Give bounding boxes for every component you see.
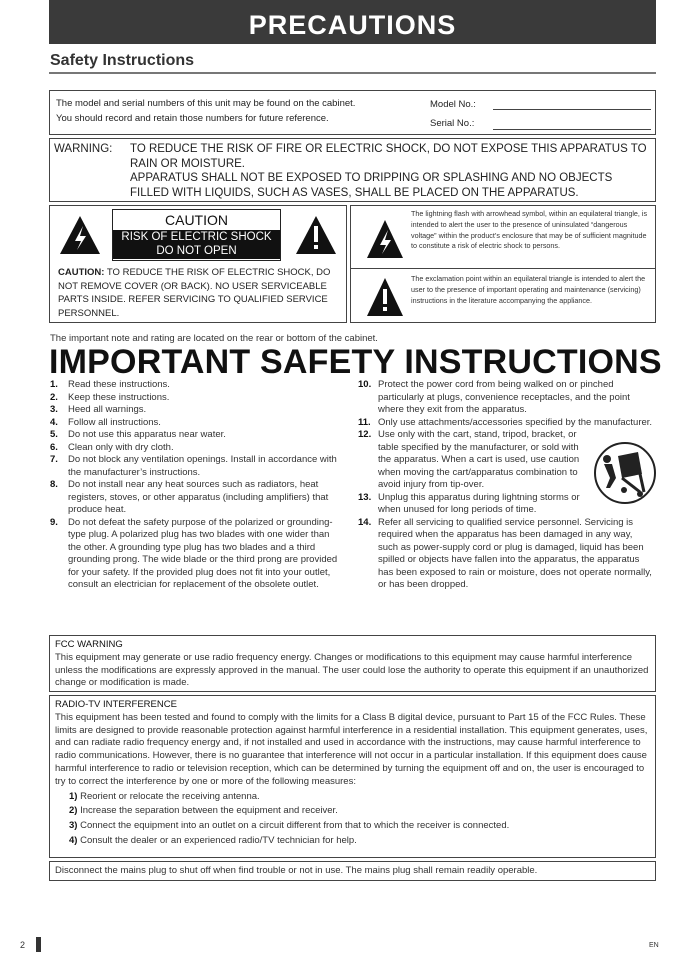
cart-tipover-icon — [594, 442, 656, 504]
caution-subtitle — [113, 230, 280, 259]
model-note-line: The model and serial numbers of this unit may be found on the cabinet. — [56, 98, 356, 109]
instruction-number: 5. — [50, 429, 58, 440]
section-divider — [49, 72, 656, 74]
measure-number: 3) — [69, 820, 78, 832]
instruction-text: Do not use this apparatus near water. — [68, 429, 226, 440]
language-code: EN — [649, 942, 659, 949]
page-marker — [36, 937, 41, 952]
caution-sub-line: DO NOT OPEN — [156, 245, 237, 257]
instruction-text: Keep these instructions. — [68, 391, 170, 403]
instruction-text: Unplug this apparatus during lightning storms or when unused for long periods of time. — [378, 491, 580, 515]
caution-body — [58, 266, 343, 320]
instruction-text: Heed all warnings. — [68, 404, 147, 415]
page-header — [49, 0, 656, 44]
instruction-item — [50, 454, 342, 479]
instruction-text: Do not install near any heat sources such as radiators, heat registers, stoves, or other apparatus (including amplifiers) that produce heat. — [68, 479, 329, 515]
instruction-text: Protect the power cord from being walked on or pinched particularly at plugs, convenience receptacles, and the point where they exit from the apparatus. — [378, 379, 630, 415]
model-note — [56, 96, 355, 126]
measure-number: 2) — [69, 805, 78, 817]
model-note-line: You should record and retain those numbers for future reference. — [56, 113, 329, 124]
instruction-item — [358, 517, 654, 592]
serial-label: Serial No.: — [430, 118, 475, 129]
measure-item — [55, 835, 650, 848]
caution-sub-line: RISK OF ELECTRIC SHOCK — [121, 231, 272, 243]
model-serial-box — [49, 90, 656, 135]
instruction-number: 8. — [50, 479, 58, 490]
instruction-item — [358, 417, 654, 430]
instruction-number: 4. — [50, 416, 58, 428]
instruction-number: 6. — [50, 441, 58, 453]
measure-text: Consult the dealer or an experienced radio/TV technician for help. — [80, 834, 357, 846]
caution-sign — [112, 209, 281, 261]
instruction-text: Refer all servicing to qualified service personnel. Servicing is required when the apparatus has been damaged in any way, such as power-supply cord or plug is damaged, liquid has been spilled or objects have fallen into the apparatus, the apparatus has been exposed to rain or moisture, does not operate normally, or has been dropped. — [378, 516, 652, 590]
instruction-number: 3. — [50, 404, 58, 415]
instruction-number: 13. — [358, 491, 372, 503]
warning-text — [130, 142, 650, 200]
radio-tv-interference-box — [49, 695, 656, 858]
radio-tv-title: RADIO-TV INTERFERENCE — [55, 699, 177, 710]
instruction-number: 1. — [50, 379, 58, 390]
warning-line: TO REDUCE THE RISK OF FIRE OR ELECTRIC SHOCK, DO NOT EXPOSE THIS APPARATUS TO RAIN OR MOISTURE. — [130, 143, 647, 170]
symbol-divider — [351, 268, 655, 269]
instruction-text: Use only with the cart, stand, tripod, bracket, or table specified by the manufacturer, or sold with the apparatus. When a cart is used, use caution when moving the cart/apparatus combination to avoid injury from tip-over. — [378, 429, 580, 490]
instruction-number: 14. — [358, 516, 372, 528]
instruction-text: Only use attachments/accessories specified by the manufacturer. — [378, 416, 653, 428]
instruction-number: 10. — [358, 379, 372, 390]
caution-body-label: CAUTION: — [58, 267, 105, 278]
instruction-number: 9. — [50, 516, 58, 528]
measure-text: Increase the separation between the equipment and receiver. — [80, 805, 338, 817]
instruction-item — [50, 429, 342, 442]
warning-box — [49, 138, 656, 202]
instruction-text: Clean only with dry cloth. — [68, 441, 174, 453]
instruction-text: Do not defeat the safety purpose of the polarized or grounding-type plug. A polarized plug has two blades with one wider than the other. A grounding type plug has two blades and a third grounding prong. The wide blade or the third prong are provided for your safety. If the provided plug does not fit into your outlet, consult an electrician for replacement of the obsolete outlet. — [68, 516, 338, 590]
instruction-item — [50, 379, 342, 392]
warning-label: WARNING: — [54, 143, 113, 155]
exclamation-explanation: The exclamation point within an equilateral triangle is intended to alert the user to the presence of important operating and maintenance (servicing) instructions in the literature accompanying the appliance. — [411, 274, 646, 305]
instruction-item — [358, 379, 654, 417]
instruction-text: Do not block any ventilation openings. Install in accordance with the manufacturer’s instructions. — [68, 454, 337, 478]
measure-number: 1) — [69, 790, 78, 802]
important-title: IMPORTANT SAFETY INSTRUCTIONS — [49, 343, 662, 381]
measure-text: Connect the equipment into an outlet on a circuit different from that to which the receiver is connected. — [80, 820, 510, 832]
instruction-item — [50, 479, 342, 517]
caution-title: CAUTION — [165, 212, 228, 228]
lightning-triangle-icon — [365, 218, 405, 260]
instruction-item — [50, 392, 342, 405]
instruction-item — [50, 517, 342, 592]
symbol-explanation-box — [350, 205, 656, 323]
instructions-left-column — [50, 379, 342, 592]
lightning-triangle-icon — [58, 214, 102, 256]
instruction-text: Follow all instructions. — [68, 416, 161, 428]
instruction-number: 11. — [358, 416, 371, 428]
instruction-number: 12. — [358, 429, 372, 440]
measure-item — [55, 805, 650, 818]
serial-number-line — [493, 129, 651, 130]
model-label: Model No.: — [430, 99, 476, 110]
radio-tv-text: This equipment has been tested and found to comply with the limits for a Class B digital device, pursuant to Part 15 of the FCC Rules. These limits are designed to provide reasonable protection against harmful interference in a residential installation. This equipment generates, uses, and can radiate radio frequency energy and, if not installed and used in accordance with the instructions, may cause harmful interference to radio communications. However, there is no guarantee that interference will not occur in a particular installation. If this equipment does cause harmful interference to radio or television reception, which can be determined by turning the equipment off and on, the user is encouraged to try to correct the interference by one or more of the following measures: — [55, 711, 648, 787]
measure-item — [55, 820, 650, 833]
exclamation-triangle-icon — [365, 276, 405, 318]
measure-text: Reorient or relocate the receiving antenna. — [80, 790, 260, 802]
model-number-line — [493, 109, 651, 110]
fcc-warning-box — [49, 635, 656, 692]
instruction-item — [50, 442, 342, 455]
exclamation-triangle-icon — [294, 214, 338, 256]
rating-note: The important note and rating are located on the rear or bottom of the cabinet. — [50, 333, 378, 344]
section-title: Safety Instructions — [50, 52, 195, 69]
instruction-item — [50, 417, 342, 430]
page-title: PRECAUTIONS — [248, 10, 457, 40]
instruction-text: Read these instructions. — [68, 379, 170, 390]
measure-number: 4) — [69, 834, 78, 846]
instruction-number: 7. — [50, 454, 58, 465]
caution-label-box — [49, 205, 347, 323]
instruction-number: 2. — [50, 391, 58, 403]
disconnect-note: Disconnect the mains plug to shut off when find trouble or not in use. The mains plug shall remain readily operable. — [49, 861, 656, 881]
instruction-item — [50, 404, 342, 417]
caution-body-text: TO REDUCE THE RISK OF ELECTRIC SHOCK, DO NOT REMOVE COVER (OR BACK). NO USER SERVICEABLE PARTS INSIDE. REFER SERVICING TO QUALIFIED SERVICE PERSONNEL. — [58, 267, 331, 319]
fcc-warning-title: FCC WARNING — [55, 639, 123, 650]
fcc-warning-text: This equipment may generate or use radio frequency energy. Changes or modifications to this equipment may cause harmful interference unless the modifications are expressly approved in the manual. The user could lose the authority to operate this equipment if an unauthorized change or modification is made. — [55, 651, 649, 689]
model-fields — [430, 95, 655, 133]
lightning-explanation: The lightning flash with arrowhead symbol, within an equilateral triangle, is intended to alert the user to the presence of uninsulated “dangerous voltage” within the product’s enclosure that may be of sufficient magnitude to constitute a risk of electric shock to persons. — [411, 209, 648, 251]
measure-item — [55, 791, 650, 804]
page-number: 2 — [20, 940, 26, 950]
warning-line: APPARATUS SHALL NOT BE EXPOSED TO DRIPPING OR SPLASHING AND NO OBJECTS FILLED WITH LIQUIDS, SUCH AS VASES, SHALL BE PLACED ON THE APPARATUS. — [130, 172, 613, 199]
